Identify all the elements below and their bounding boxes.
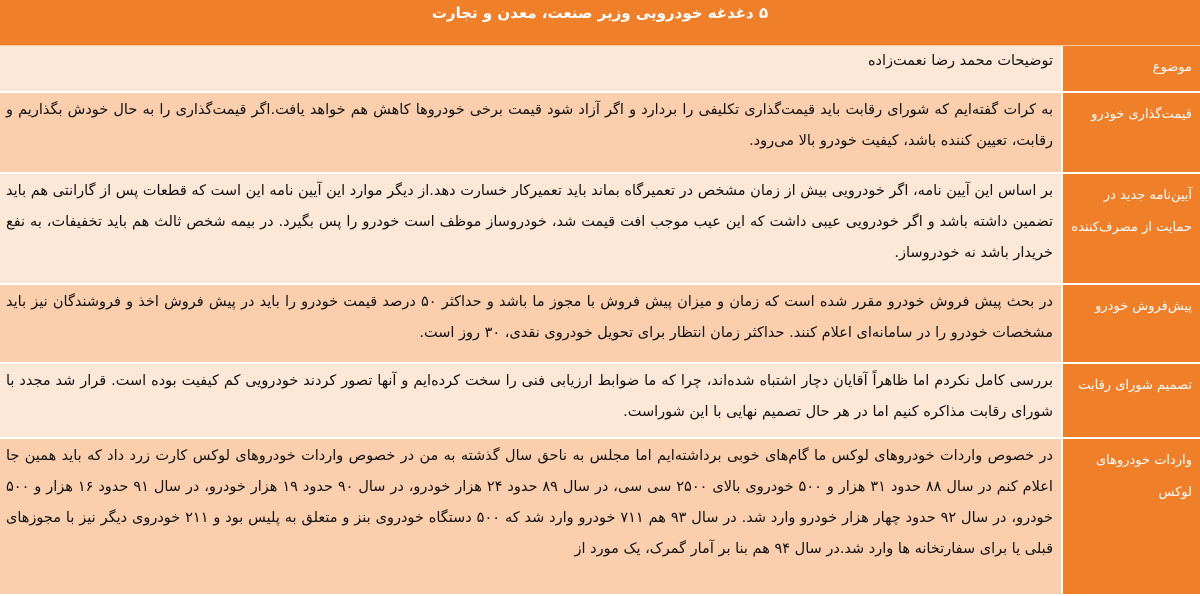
- table-row: [0, 174, 1200, 285]
- row-text: بررسی کامل نکردم اما ظاهراً آقایان دچار اشتباه شده‌اند، چرا که ما ضوابط ارزیابی فنی را سخت کرده‌ایم و آنها تصور کردند خودرویی کم کیفیت بوده است. قرار شد مجدد با شورای رقابت مذاکره کنیم اما در هر حال تصمیم نهایی با این شوراست.: [0, 364, 1061, 437]
- header-label-subject: موضوع: [1061, 46, 1200, 91]
- header-label-description: توضیحات محمد رضا نعمت‌زاده: [0, 46, 1061, 91]
- table-row: [0, 364, 1200, 439]
- row-text: در خصوص واردات خودروهای لوکس ما گام‌های خوبی برداشته‌ایم اما مجلس به ناحق سال گذشته به من در خصوص واردات خودروهای لوکس کارت زرد داد که باید همین جا اعلام کنم در سال ۸۸ حدود ۳۱ هزار و ۵۰۰ خودروی بالای ۲۵۰۰ سی سی، در سال ۸۹ حدود ۲۴ هزار خودرو، در سال ۹۰ حدود ۱۹ هزار خودرو، در سال ۹۱ حدود ۱۶ هزار و ۵۰۰ خودرو، در سال ۹۲ حدود چهار هزار خودرو وارد شد. در سال ۹۳ هم ۷۱۱ خودرو وارد شد که ۵۰۰ دستگاه خودروی بنز و متعلق به پلیس بود و ۲۱۱ خودروی دیگر نیز با مجوزهای قبلی یا برای سفارتخانه ها وارد شد.در سال ۹۴ هم بنا بر آمار گمرک، یک مورد از: [0, 439, 1061, 594]
- table-row: [0, 285, 1200, 364]
- row-label: پیش‌فروش خودرو: [1061, 285, 1200, 362]
- row-text: به کرات گفته‌ایم که شورای رقابت باید قیمت‌گذاری تکلیفی را بردارد و اگر آزاد شود قیمت برخی خودروها کاهش هم خواهد یافت.اگر قیمت‌گذاری را به حال خودش بگذاریم و رقابت، تعیین کننده باشد، کیفیت خودرو بالا می‌رود.: [0, 93, 1061, 172]
- row-label: آیین‌نامه جدید در حمایت از مصرف‌کننده: [1061, 174, 1200, 283]
- table-header-row: [0, 46, 1200, 93]
- row-label: تصمیم شورای رقابت: [1061, 364, 1200, 437]
- row-label: واردات خودروهای لوکس: [1061, 439, 1200, 594]
- table-title: ۵ دغدغه خودرویی وزیر صنعت، معدن و تجارت: [0, 0, 1200, 46]
- table-row: [0, 439, 1200, 596]
- row-text: در بحث پیش فروش خودرو مقرر شده است که زمان و میزان پیش فروش با مجوز ما باشد و حداکثر ۵۰ درصد قیمت خودرو را باید در پیش فروش اخذ و فروشندگان نیز باید مشخصات خودرو را در سامانه‌ای اعلام کنند. حداکثر زمان انتظار برای تحویل خودروی نقدی، ۳۰ روز است.: [0, 285, 1061, 362]
- row-label: قیمت‌گذاری خودرو: [1061, 93, 1200, 172]
- row-text: بر اساس این آیین نامه، اگر خودرویی بیش از زمان مشخص در تعمیرگاه بماند باید تعمیرکار خسارت دهد.از دیگر موارد این آیین نامه این است که قطعات پس از گارانتی هم باید تضمین داشته باشد و اگر خودرویی عیبی داشت که این عیب موجب افت قیمت شد، خودروساز موظف است خودرو را پس بگیرد. در بیمه شخص ثالث هم باید تخفیفات، به نفع خریدار باشد نه خودروساز.: [0, 174, 1061, 283]
- table-row: [0, 93, 1200, 174]
